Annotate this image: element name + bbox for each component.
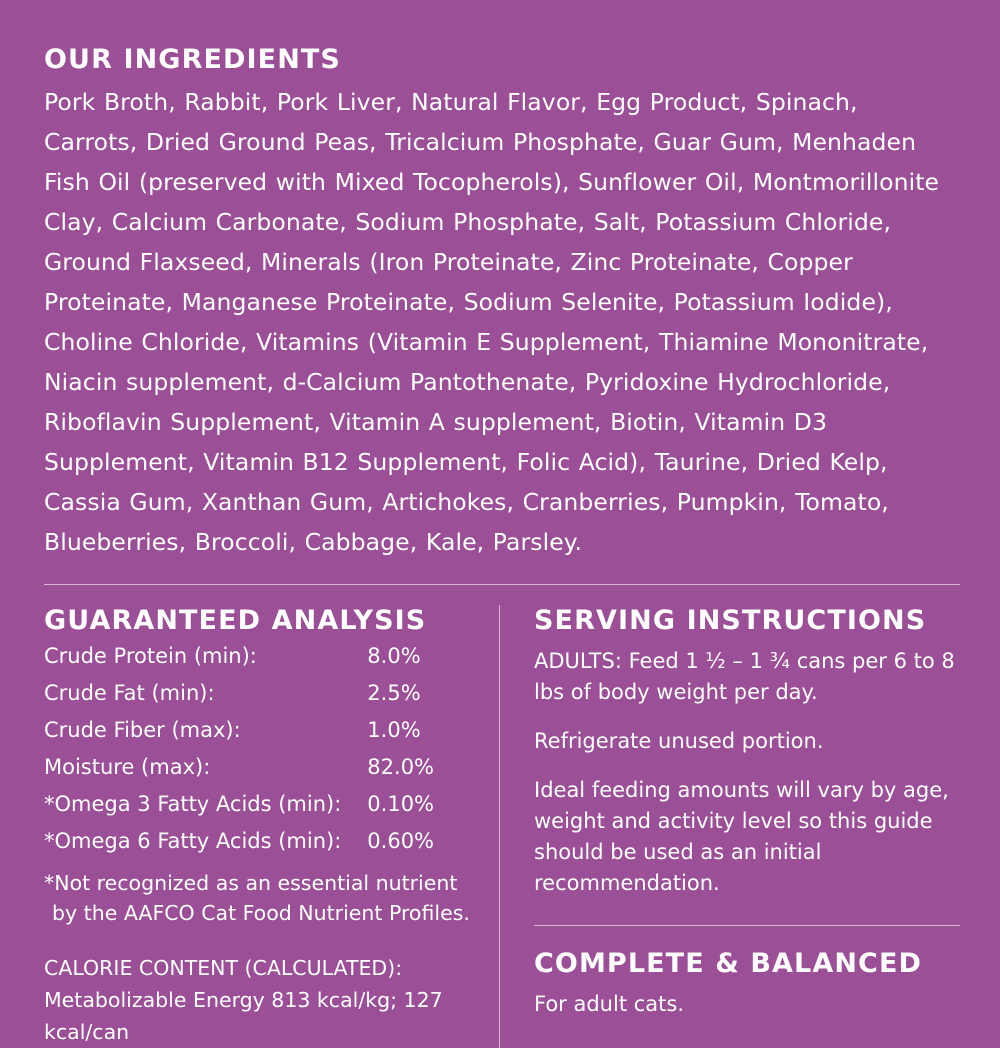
analysis-value: 0.60% [367, 829, 435, 854]
calorie-value: Metabolizable Energy 813 kcal/kg; 127 kcal/can [44, 988, 443, 1045]
analysis-label: Crude Fiber (max): [44, 718, 241, 743]
ingredients-title: OUR INGREDIENTS [44, 44, 341, 75]
guaranteed-analysis-title: GUARANTEED ANALYSIS [44, 605, 427, 637]
analysis-footnote-line1: *Not recognized as an essential nutrient [44, 871, 458, 896]
guaranteed-analysis-section [44, 605, 499, 1048]
complete-balanced-title: COMPLETE & BALANCED [534, 948, 923, 980]
ingredients-section [44, 44, 960, 562]
serving-paragraph-1: ADULTS: Feed 1 ½ – 1 ¾ cans per 6 to 8 lbs of body weight per day. [534, 649, 955, 705]
horizontal-divider [44, 584, 960, 585]
serving-paragraph-3: Ideal feeding amounts will vary by age, weight and activity level so this guide should be used as an initial recommendation. [534, 778, 949, 896]
complete-balanced-subtitle: For adult cats. [534, 992, 685, 1017]
analysis-value: 8.0% [367, 644, 421, 669]
calorie-content [44, 952, 479, 1048]
table-row [44, 794, 434, 831]
analysis-footnote-line2: by the AAFCO Cat Food Nutrient Profiles. [52, 901, 470, 926]
table-row [44, 720, 434, 757]
right-section-divider [534, 925, 960, 926]
serving-instructions-title: SERVING INSTRUCTIONS [534, 605, 927, 637]
analysis-value: 1.0% [367, 718, 421, 743]
table-row [44, 683, 434, 720]
table-row [44, 646, 434, 683]
analysis-label: Crude Fat (min): [44, 681, 215, 706]
serving-paragraph-2: Refrigerate unused portion. [534, 729, 824, 754]
right-column [500, 605, 960, 1048]
lower-columns [44, 605, 960, 1048]
analysis-value: 82.0% [367, 755, 435, 780]
analysis-label: *Omega 6 Fatty Acids (min): [44, 829, 342, 854]
guaranteed-analysis-table [44, 646, 434, 868]
table-row [44, 831, 434, 868]
serving-instructions-section [534, 605, 960, 899]
analysis-label: Moisture (max): [44, 755, 211, 780]
analysis-value: 2.5% [367, 681, 421, 706]
calorie-heading: CALORIE CONTENT (CALCULATED): [44, 956, 403, 981]
table-row [44, 757, 434, 794]
analysis-value: 0.10% [367, 792, 435, 817]
analysis-footnote [44, 868, 479, 928]
ingredients-text: Pork Broth, Rabbit, Pork Liver, Natural Flavor, Egg Product, Spinach, Carrots, Dried Ground Peas, Tricalcium Phosphate, Guar Gum, Menhaden Fish Oil (preserved with Mixed Tocopherols), Sunflower Oil, Montmorillonite Clay, Calcium Carbonate, Sodium Phosphate, Salt, Potassium Chloride, Ground Flaxseed, Minerals (Iron Proteinate, Zinc Proteinate, Copper Proteinate, Manganese Proteinate, Sodium Selenite, Potassium Iodide), Choline Chloride, Vitamins (Vitamin E Supplement, Thiamine Mononitrate, Niacin supplement, d-Calcium Pantothenate, Pyridoxine Hydrochloride, Riboflavin Supplement, Vitamin A supplement, Biotin, Vitamin D3 Supplement, Vitamin B12 Supplement, Folic Acid), Taurine, Dried Kelp, Cassia Gum, Xanthan Gum, Artichokes, Cranberries, Pumpkin, Tomato, Blueberries, Broccoli, Cabbage, Kale, Parsley. [44, 88, 940, 557]
analysis-label: *Omega 3 Fatty Acids (min): [44, 792, 342, 817]
analysis-label: Crude Protein (min): [44, 644, 257, 669]
complete-balanced-section [534, 948, 960, 1019]
